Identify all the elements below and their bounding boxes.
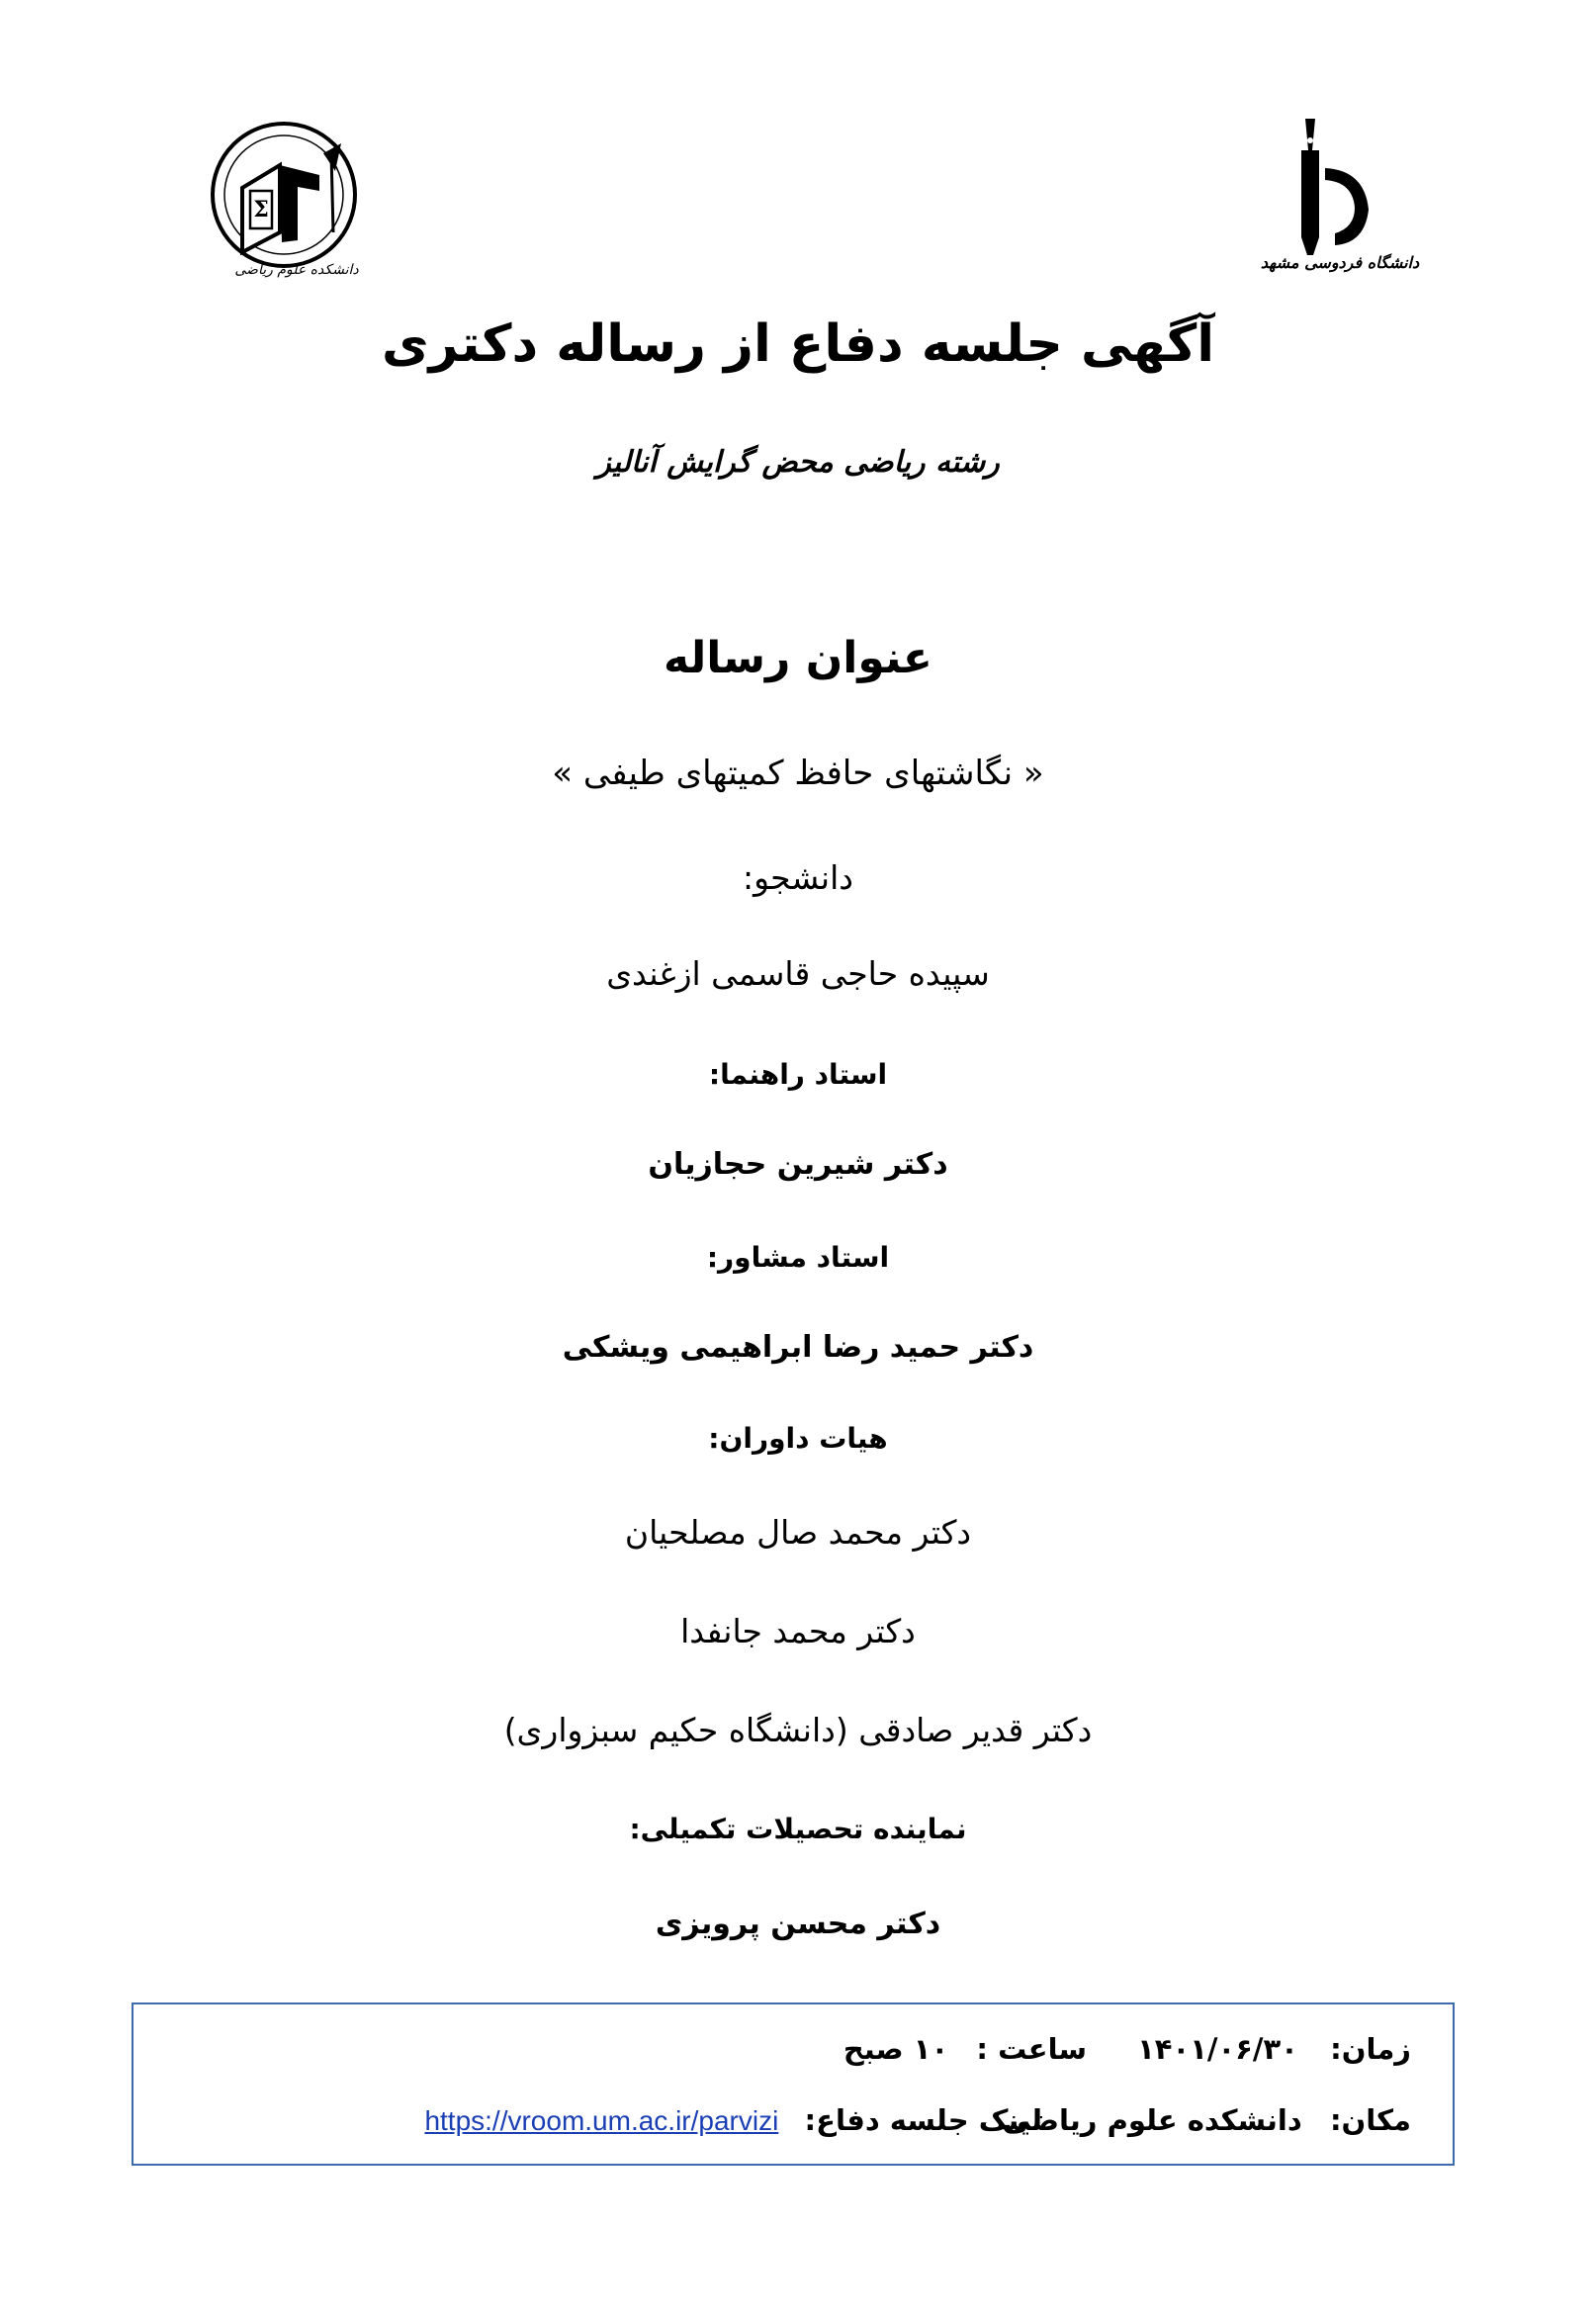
supervisor-name: دکتر شیرین حجازیان bbox=[648, 1147, 948, 1182]
university-logo-caption: دانشگاه فردوسی مشهد bbox=[1260, 253, 1420, 272]
jury-member: دکتر محمد جانفدا bbox=[680, 1612, 916, 1650]
location-label: مکان: bbox=[1329, 2103, 1411, 2137]
date-value: ۱۴۰۱/۰۶/۳۰ bbox=[1137, 2032, 1298, 2066]
jury-member: دکتر قدیر صادقی (دانشگاه حکیم سبزواری) bbox=[503, 1711, 1093, 1749]
location-value: دانشکده علوم ریاضی bbox=[1002, 2103, 1302, 2137]
time-value: ۱۰ صبح bbox=[842, 2032, 949, 2066]
faculty-seal-logo bbox=[203, 114, 371, 297]
svg-text:Σ: Σ bbox=[253, 197, 269, 222]
location-row bbox=[1003, 2103, 1411, 2137]
jury-member: دکتر محمد صال مصلحیان bbox=[624, 1513, 972, 1552]
date-label: زمان: bbox=[1330, 2032, 1411, 2066]
advisor-name: دکتر حمید رضا ابراهیمی ویشکی bbox=[562, 1330, 1034, 1365]
student-name: سپیده حاجی قاسمی ازغندی bbox=[606, 954, 990, 993]
supervisor-label: استاد راهنما: bbox=[708, 1058, 888, 1091]
page-subtitle: رشته ریاضی محض گرایش آنالیز bbox=[596, 445, 1000, 480]
advisor-label: استاد مشاور: bbox=[706, 1241, 890, 1274]
date-row bbox=[1137, 2032, 1411, 2066]
thesis-heading: عنوان رساله bbox=[664, 633, 932, 683]
university-logo bbox=[1260, 111, 1420, 289]
jury-label: هیات داوران: bbox=[708, 1422, 888, 1455]
graduate-rep-name: دکتر محسن پرویزی bbox=[655, 1907, 941, 1941]
student-label: دانشجو: bbox=[743, 858, 853, 897]
link-label: لینک جلسه دفاع: bbox=[804, 2103, 1042, 2137]
defense-session-link[interactable]: https://vroom.um.ac.ir/parvizi bbox=[424, 2105, 779, 2136]
page-title: آگهی جلسه دفاع از رساله دکتری bbox=[381, 314, 1215, 374]
time-row bbox=[843, 2032, 1087, 2066]
graduate-rep-label: نماینده تحصیلات تکمیلی: bbox=[629, 1813, 967, 1845]
thesis-title: « نگاشتهای حافظ کمیتهای طیفی » bbox=[552, 754, 1044, 793]
time-label: ساعت : bbox=[976, 2032, 1087, 2066]
link-row bbox=[424, 2103, 1042, 2137]
defense-details-box bbox=[132, 2002, 1455, 2166]
faculty-seal-caption: دانشکده علوم ریاضی bbox=[234, 262, 359, 278]
